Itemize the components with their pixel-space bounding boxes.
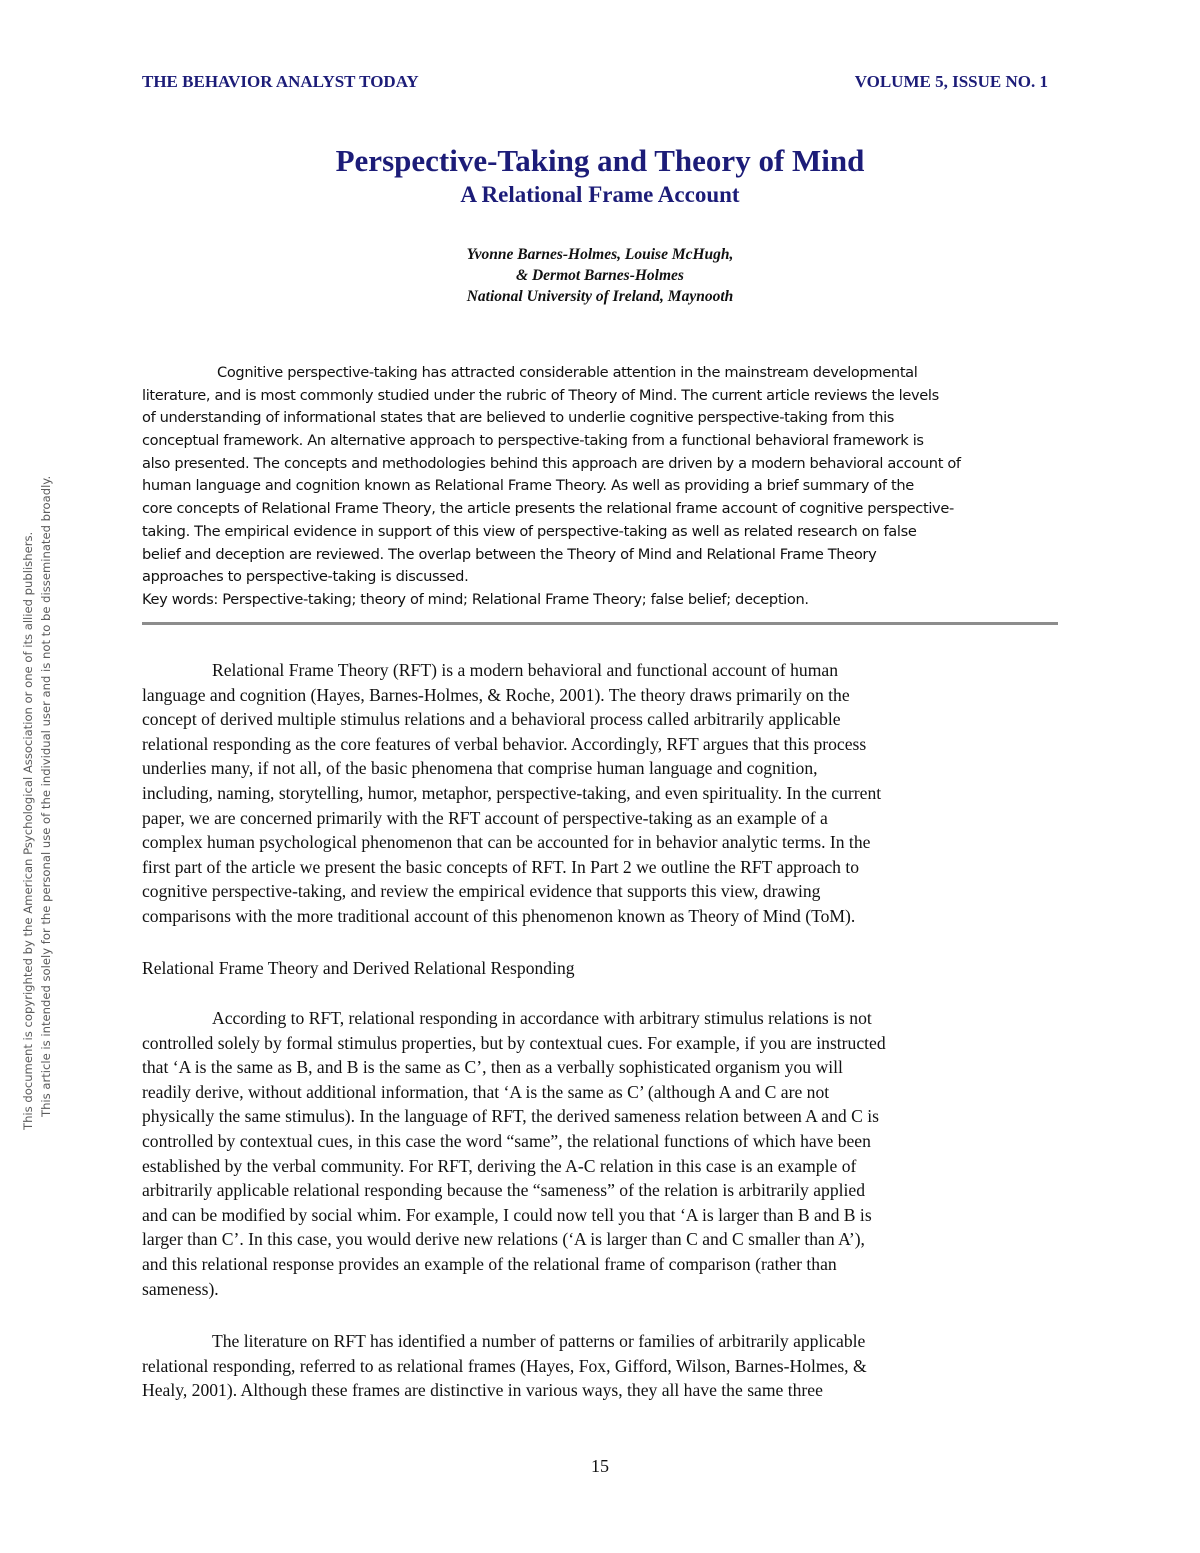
text-line: cognitive perspective-taking, and review the empirical evidence that supports this view, drawing: [142, 881, 821, 902]
watermark-line-2: This article is intended solely for the personal use of the individual user and is not to be disseminated broadly.: [39, 475, 53, 1117]
text-line: sameness).: [142, 1278, 219, 1299]
text-line: and can be modified by social whim. For example, I could now tell you that ‘A is larger than B and B is: [142, 1204, 872, 1225]
authors-line-1: Yvonne Barnes-Holmes, Louise McHugh,: [466, 246, 734, 263]
text-line: The literature on RFT has identified a number of patterns or families of arbitrarily applicable: [212, 1331, 866, 1351]
authors-line-2: & Dermot Barnes-Holmes: [516, 267, 684, 284]
text-line: larger than C’. In this case, you would derive new relations (‘A is larger than C and C smaller than A’),: [142, 1229, 865, 1250]
affiliation: National University of Ireland, Maynooth: [466, 288, 734, 305]
text-line: relational responding, referred to as relational frames (Hayes, Fox, Gifford, Wilson, Barnes-Holmes, &: [142, 1355, 867, 1376]
text-line: readily derive, without additional information, that ‘A is the same as C’ (although A and C are not: [142, 1081, 830, 1102]
abstract-line: Cognitive perspective-taking has attracted considerable attention in the mainstream developmental: [217, 364, 918, 381]
page-number: 15: [591, 1456, 609, 1476]
text-line: and this relational response provides an example of the relational frame of comparison (rather than: [142, 1253, 837, 1274]
section-heading: [142, 956, 1058, 981]
text-line: According to RFT, relational responding in accordance with arbitrary stimulus relations is not: [212, 1008, 872, 1028]
abstract-line: approaches to perspective-taking is discussed.: [142, 568, 469, 586]
watermark-line-1: This document is copyrighted by the American Psychological Association or one of its allied publishers.: [21, 531, 35, 1130]
text-line: language and cognition (Hayes, Barnes-Holmes, & Roche, 2001). The theory draws primarily on the: [142, 684, 850, 705]
keywords: Key words: Perspective-taking; theory of mind; Relational Frame Theory; false belief; deception.: [142, 590, 809, 608]
text-line: relational responding as the core features of verbal behavior. Accordingly, RFT argues that this process: [142, 733, 867, 754]
text-line: paper, we are concerned primarily with the RFT account of perspective-taking as an example of a: [142, 807, 828, 828]
text-line: that ‘A is the same as B, and B is the same as C’, then as a verbally sophisticated organism you will: [142, 1057, 843, 1078]
abstract-line: literature, and is most commonly studied under the rubric of Theory of Mind. The current article reviews the levels: [142, 386, 939, 404]
text-line: complex human psychological phenomenon that can be accounted for in behavior analytic terms. In the: [142, 832, 871, 853]
text-line: including, naming, storytelling, humor, metaphor, perspective-taking, and even spirituality. In the current: [142, 782, 882, 803]
abstract-line: core concepts of Relational Frame Theory, the article presents the relational frame account of cognitive perspective-: [142, 500, 954, 518]
text-line: controlled solely by formal stimulus properties, but by contextual cues. For example, if you are instructed: [142, 1032, 886, 1053]
abstract-line: human language and cognition known as Relational Frame Theory. As well as providing a brief summary of the: [142, 477, 914, 495]
text-line: concept of derived multiple stimulus relations and a behavioral process called arbitrarily applicable: [142, 709, 841, 730]
text-line: established by the verbal community. For RFT, deriving the A-C relation in this case is an example of: [142, 1155, 857, 1176]
journal-name: THE BEHAVIOR ANALYST TODAY: [142, 72, 419, 91]
body-paragraph-3: [142, 1329, 1058, 1403]
abstract-line: belief and deception are reviewed. The overlap between the Theory of Mind and Relational Frame Theory: [142, 545, 877, 563]
body-paragraph-1: [142, 658, 1058, 929]
abstract-line: of understanding of informational states that are believed to underlie cognitive perspective-taking from this: [142, 409, 895, 427]
article-subtitle: A Relational Frame Account: [460, 182, 740, 207]
body-paragraph-2: [142, 1006, 1058, 1301]
text-line: physically the same stimulus). In the language of RFT, the derived sameness relation between A and C is: [142, 1106, 879, 1127]
section-heading-text: Relational Frame Theory and Derived Relational Responding: [142, 958, 575, 978]
title-block: [142, 142, 1058, 210]
running-head: [142, 72, 1048, 94]
section-divider: [142, 622, 1058, 625]
text-line: Healy, 2001). Although these frames are distinctive in various ways, they all have the same three: [142, 1380, 823, 1401]
text-line: underlies many, if not all, of the basic phenomena that comprise human language and cognition,: [142, 758, 818, 779]
abstract-line: taking. The empirical evidence in support of this view of perspective-taking as well as related research on false: [142, 522, 917, 540]
text-line: comparisons with the more traditional account of this phenomenon known as Theory of Mind (ToM).: [142, 905, 856, 926]
volume-issue: VOLUME 5, ISSUE NO. 1: [854, 72, 1048, 91]
text-line: controlled by contextual cues, in this case the word “same”, the relational functions of which have been: [142, 1130, 871, 1151]
text-line: Relational Frame Theory (RFT) is a modern behavioral and functional account of human: [212, 660, 839, 680]
abstract-line: also presented. The concepts and methodologies behind this approach are driven by a modern behavioral account of: [142, 454, 961, 472]
article-title: Perspective-Taking and Theory of Mind: [335, 143, 865, 178]
author-block: [142, 244, 1058, 307]
text-line: first part of the article we present the basic concepts of RFT. In Part 2 we outline the RFT approach to: [142, 856, 860, 877]
abstract: [142, 362, 1056, 612]
text-line: arbitrarily applicable relational responding because the “sameness” of the relation is arbitrarily applied: [142, 1180, 866, 1201]
abstract-line: conceptual framework. An alternative approach to perspective-taking from a functional behavioral framework is: [142, 432, 924, 450]
